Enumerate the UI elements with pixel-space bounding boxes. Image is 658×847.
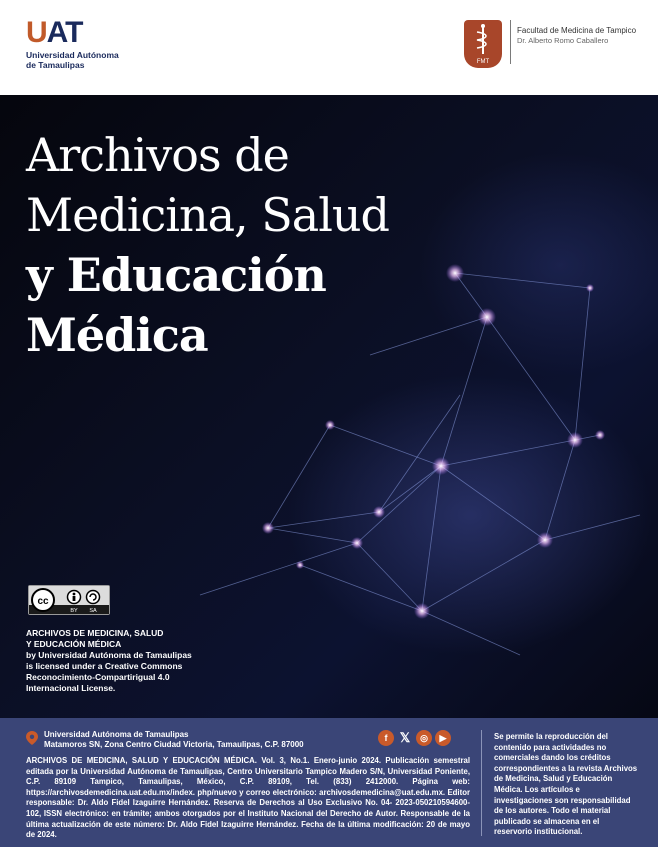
reproduction-notice: Se permite la reproducción del contenido para actividades no comerciales dando los créditos correspondientes a la revista Archivos de Medicina, Salud y Educación Médica. Los artículos e investigaciones son responsabilidad de los autores. Todo el material publicado se almacena en el reservorio institucional. [494,732,638,837]
fmt-badge-label: FMT [476,59,490,65]
legal-notice: ARCHIVOS DE MEDICINA, SALUD Y EDUCACIÓN MÉDICA. Vol. 3, No.1. Enero-junio 2024. Publicación semestral editada por la Universidad Autónoma de Tamaulipas, Centro Universitario Tampico Madero S/N, Universidad Poniente, C.P. 89109 Tampico, Tamaulipas, México, C.P. 89109, Tel. (833) 2412000. Página web: https://archivosdemedicina.uat.edu.mx/index. php/nuevo y correo electrónico: archivosdemedicina@uat.edu.mx. Editor responsable: Dr. Aldo Fidel Izaguirre Hernández. Reserva de Derechos al Uso Exclusivo No. 04- 2023-050210594600-102, ISSN electrónico: en trámite; ambos otorgados por el Instituto Nacional del Derecho de Autor. Responsable de la última actualización de este número: Dr. Aldo Fidel Izaguirre Hernández. Fecha de la última modificación: 20 de mayo de 2024. [26,756,470,840]
page-footer [0,718,658,847]
fmt-logo [464,20,644,72]
x-twitter-icon[interactable]: 𝕏 [399,730,411,745]
youtube-icon[interactable]: ▶ [435,730,451,746]
fmt-badge-icon [464,20,502,68]
fmt-divider [510,20,511,64]
cc-license-badge[interactable] [28,585,110,615]
instagram-icon[interactable]: ◎ [416,730,432,746]
address-line1: Universidad Autónoma de Tamaulipas [44,730,189,739]
license-line1: ARCHIVOS DE MEDICINA, SALUD [26,628,164,638]
address-line2: Matamoros SN, Zona Centro Ciudad Victoria, Tamaulipas, C.P. 87000 [44,740,304,749]
title-line2: Medicina, Salud [26,188,389,242]
sa-icon [87,591,100,604]
footer-divider [481,730,482,836]
location-pin-icon [26,731,38,745]
cc-sa-label: SA [89,608,97,614]
svg-text:cc: cc [37,596,49,607]
license-line4: is licensed under a Creative Commons [26,661,183,671]
license-line2: Y EDUCACIÓN MÉDICA [26,639,122,649]
uat-name-line2: de Tamaulipas [26,60,85,70]
license-line6: Internacional License. [26,683,116,693]
uat-logo [26,18,166,80]
title-line3: y Educación [26,248,326,302]
license-line3: by Universidad Autónoma de Tamaulipas [26,650,192,660]
uat-logo-mark [26,18,166,48]
cover-image [0,95,658,718]
uat-name-line1: Universidad Autónoma [26,50,119,60]
license-text [26,628,246,694]
cc-by-label: BY [70,608,78,614]
uat-logo-text: UAT [26,16,83,49]
facebook-icon[interactable]: f [378,730,394,746]
fmt-name: Facultad de Medicina de Tampico [517,26,637,35]
page-header [0,0,658,95]
title-line1: Archivos de [26,128,289,182]
journal-title [26,125,466,365]
social-links [378,730,451,746]
uat-name [26,50,166,70]
fmt-subname: Dr. Alberto Romo Caballero [517,36,609,45]
fmt-name-block [517,26,636,46]
title-line4: Médica [26,308,208,362]
license-line5: Reconocimiento-Compartirigual 4.0 [26,672,170,682]
